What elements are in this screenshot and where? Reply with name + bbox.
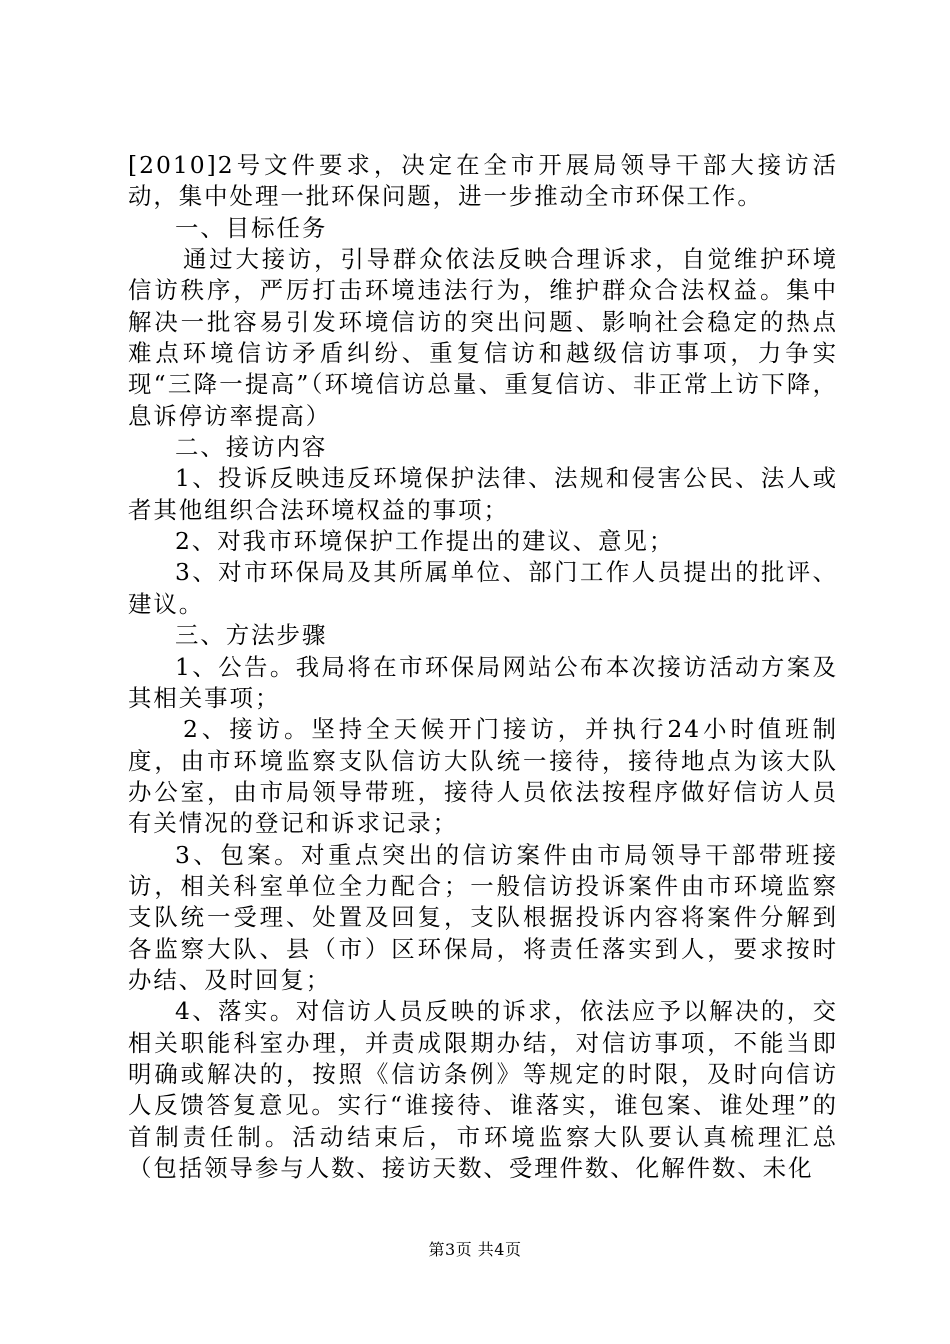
- list-item-step-4: 4、落实。对信访人员反映的诉求，依法应予以解决的，交相关职能科室办理，并责成限期办结，对信访事项，不能当即明确或解决的，按照《信访条例》等规定的时限，及时向信访人反馈答复意见。实行“谁接待、谁落实，谁包案、谁处理”的首制责任制。活动结束后，市环境监察大队要认真梳理汇总（包括领导参与人数、接访天数、受理件数、化解件数、未化: [128, 997, 838, 1182]
- page-number-label: 第3页 共4页: [428, 1240, 522, 1259]
- page-footer: [0, 1240, 950, 1260]
- list-item-content-3: 3、对市环保局及其所属单位、部门工作人员提出的批评、建议。: [128, 558, 838, 618]
- paragraph-goals: 通过大接访，引导群众依法反映合理诉求，自觉维护环境信访秩序，严厉打击环境违法行为，维护群众合法权益。集中解决一批容易引发环境信访的突出问题、影响社会稳定的热点难点环境信访矛盾纠纷、重复信访和越级信访事项，力争实现“三降一提高”（环境信访总量、重复信访、非正常上访下降，息诉停访率提高）: [128, 245, 838, 430]
- section-heading-steps: 三、方法步骤: [175, 621, 328, 650]
- list-item-content-1: 1、投诉反映违反环境保护法律、法规和侵害公民、法人或者其他组织合法环境权益的事项；: [128, 464, 838, 524]
- paragraph-intro: [2010]2号文件要求，决定在全市开展局领导干部大接访活动，集中处理一批环保问题，进一步推动全市环保工作。: [128, 151, 838, 211]
- list-item-step-2: 2、接访。坚持全天候开门接访，并执行24小时值班制度，由市环境监察支队信访大队统一接待，接待地点为该大队办公室，由市局领导带班，接待人员依法按程序做好信访人员有关情况的登记和诉求记录；: [128, 715, 838, 838]
- list-item-content-2: 2、对我市环境保护工作提出的建议、意见；: [175, 527, 675, 556]
- section-heading-content: 二、接访内容: [175, 433, 328, 462]
- list-item-step-3: 3、包案。对重点突出的信访案件由市局领导干部带班接访，相关科室单位全力配合；一般信访投诉案件由市环境监察支队统一受理、处置及回复，支队根据投诉内容将案件分解到各监察大队、县（市）区环保局，将责任落实到人，要求按时办结、及时回复；: [128, 840, 838, 994]
- section-heading-goals: 一、目标任务: [175, 213, 328, 242]
- list-item-step-1: 1、公告。我局将在市环保局网站公布本次接访活动方案及其相关事项；: [128, 652, 838, 712]
- document-body: [128, 150, 838, 1184]
